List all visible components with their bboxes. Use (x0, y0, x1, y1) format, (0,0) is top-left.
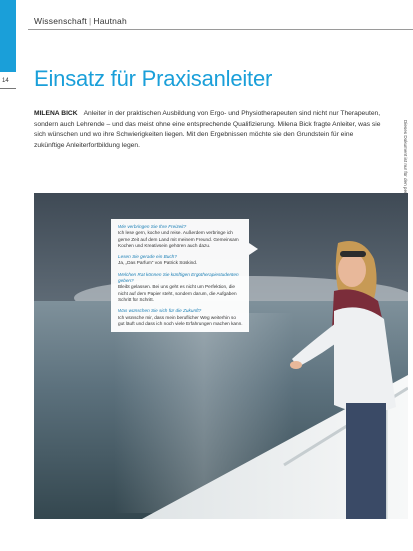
interview-question: Was wünschen Sie sich für die Zukunft? (118, 308, 202, 314)
author-name: MILENA BICK (34, 110, 78, 117)
interview-item (118, 254, 243, 267)
interview-box (111, 219, 249, 332)
article-lead (34, 109, 384, 151)
section-name: Wissenschaft (34, 16, 87, 26)
article-headline: Einsatz für Praxisanleiter (34, 66, 273, 91)
interview-answer: Ich wünsche mir, dass mein beruflicher Weg weiterhin so gut läuft und dass ich noch viele Erfahrungen machen kann. (118, 314, 243, 326)
accent-bar (0, 0, 16, 72)
interview-answer: Bleibt gelassen. Bei uns geht es nicht um Perfektion, die nicht auf dem Papier steht, sondern darum, die Aufgaben Schritt für Schritt. (118, 284, 237, 302)
section-label (34, 16, 127, 26)
page-number: 14 (2, 78, 9, 84)
subsection-name: Hautnah (93, 16, 127, 26)
interview-item (118, 272, 243, 303)
interview-answer: Ich lese gern, koche und reise. Außerdem verbringe ich gerne Zeit auf dem Land mit meinem Freund. Gemeinsam Kochen und Kreativsein gehören auch dazu. (118, 230, 239, 248)
lead-text: Anleiter in der praktischen Ausbildung von Ergo- und Physiotherapeuten sind nicht nur Therapeuten, sondern auch Lehrende – und das meist ohne eine entsprechende Qualifizierung. Milena Bick fragte Anleiter, was sie sich wünschen und wo ihre Schwierigkeiten liegen. Mit den Ergebnissen möchte sie den Grundstein für eine zukünftige Anleiterfortbildung legen. (34, 110, 381, 149)
interview-question: Wie verbringen Sie Ihre Freizeit? (118, 224, 187, 229)
interview-question: Lesen Sie gerade ein Buch? (118, 254, 177, 260)
interview-answer: Ja, „Das Parfum“ von Patrick Süskind. (118, 260, 198, 266)
speech-bubble-tail (249, 243, 258, 255)
interview-question: Welchen Rat können Sie künftigen Ergotherapiestudenten geben? (118, 271, 239, 284)
page-number-rule (0, 88, 16, 89)
interview-item (118, 224, 243, 249)
section-separator: | (88, 16, 92, 26)
interview-item (118, 308, 243, 327)
header-rule (28, 29, 413, 30)
